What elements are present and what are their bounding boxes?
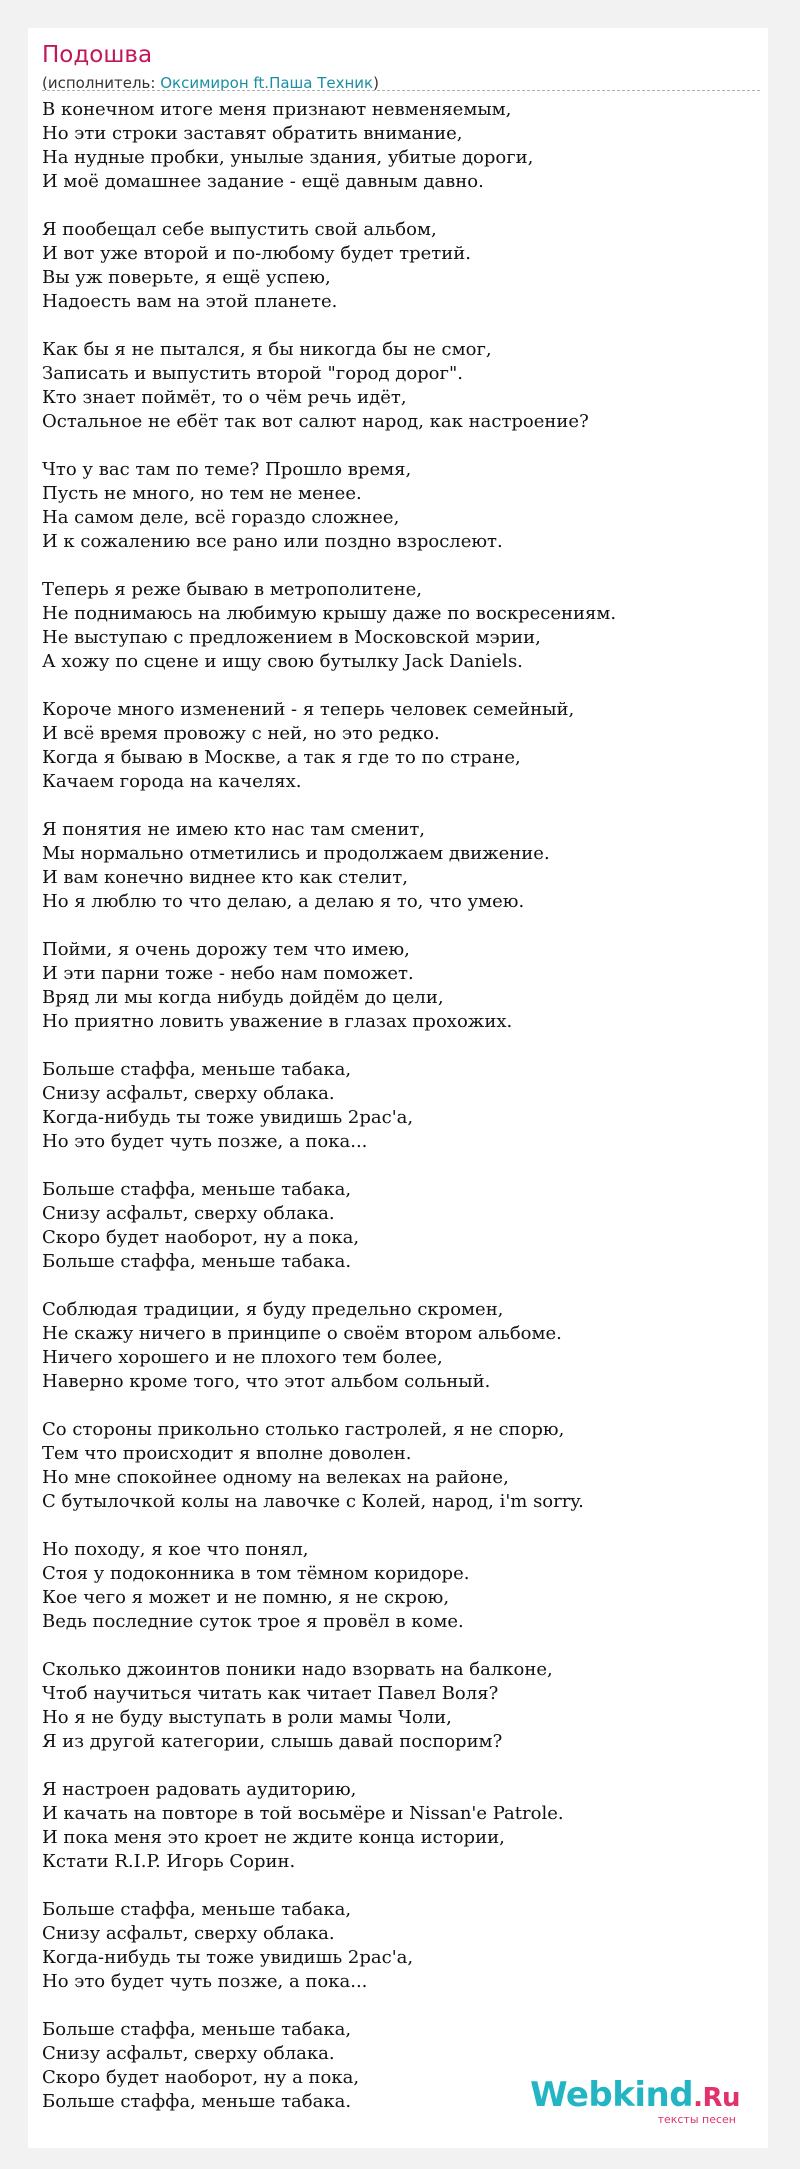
lyrics-line: И качать на повторе в той восьмёре и Nissan'e Patrole. [42, 1803, 564, 1824]
lyrics-line: Больше стаффа, меньше табака. [42, 2091, 352, 2112]
lyrics-line: В конечном итоге меня признают невменяемым, [42, 99, 512, 120]
lyrics-line: Больше стаффа, меньше табака, [42, 1899, 352, 1920]
lyrics-line: Стоя у подоконника в том тёмном коридоре. [42, 1563, 470, 1584]
lyrics-line: Больше стаффа, меньше табака, [42, 1059, 352, 1080]
lyrics-line: А хожу по сцене и ищу свою бутылку Jack Daniels. [42, 651, 523, 672]
lyrics-line: Но походу, я кое что понял, [42, 1539, 309, 1560]
lyrics-line: Ведь последние суток трое я провёл в коме. [42, 1611, 464, 1632]
lyrics-line: Когда-нибудь ты тоже увидишь 2рас'а, [42, 1947, 414, 1968]
lyrics-line: Когда-нибудь ты тоже увидишь 2рас'а, [42, 1107, 414, 1128]
lyrics-line: Мы нормально отметились и продолжаем движение. [42, 843, 550, 864]
lyrics-line: Записать и выпустить второй "город дорог". [42, 363, 463, 384]
lyrics-line: На нудные пробки, унылые здания, убитые дороги, [42, 147, 534, 168]
song-title: Подошва [42, 42, 153, 68]
lyrics-line: Тем что происходит я вполне доволен. [42, 1443, 412, 1464]
lyrics-line: Снизу асфальт, сверху облака. [42, 1083, 335, 1104]
lyrics-line: Наверно кроме того, что этот альбом сольный. [42, 1371, 491, 1392]
lyrics-stanza [42, 578, 762, 674]
lyrics-line: Вы уж поверьте, я ещё успею, [42, 267, 331, 288]
lyrics-line: Снизу асфальт, сверху облака. [42, 1203, 335, 1224]
lyrics-stanza [42, 1778, 762, 1874]
lyrics-line: Не поднимаюсь на любимую крышу даже по воскресениям. [42, 603, 617, 624]
logo-tld: .Ru [693, 2083, 740, 2113]
lyrics-line: Снизу асфальт, сверху облака. [42, 2043, 335, 2064]
lyrics-line: Но приятно ловить уважение в глазах прохожих. [42, 1011, 513, 1032]
lyrics-line: Сколько джоинтов поники надо взорвать на балконе, [42, 1659, 553, 1680]
lyrics-line: И к сожалению все рано или поздно взрослеют. [42, 531, 503, 552]
lyrics-line: Но я не буду выступать в роли мамы Чоли, [42, 1707, 452, 1728]
webkind-logo[interactable] [530, 2077, 740, 2126]
lyrics-line: Надоесть вам на этой планете. [42, 291, 338, 312]
lyrics-stanza [42, 1898, 762, 1994]
lyrics-line: С бутылочкой колы на лавочке с Колей, народ, i'm sorry. [42, 1491, 584, 1512]
performer-suffix: ) [373, 74, 379, 92]
lyrics-line: Больше стаффа, меньше табака. [42, 1251, 352, 1272]
lyrics-line: Я понятия не имею кто нас там сменит, [42, 819, 426, 840]
lyrics-stanza [42, 1418, 762, 1514]
lyrics-line: Больше стаффа, меньше табака, [42, 1179, 352, 1200]
lyrics-line: Я из другой категории, слышь давай поспорим? [42, 1731, 503, 1752]
lyrics-stanza [42, 218, 762, 314]
lyrics-line: Когда я бываю в Москве, а так я где то по стране, [42, 747, 521, 768]
logo-tagline: тексты песен [657, 2113, 736, 2126]
lyrics-stanza [42, 698, 762, 794]
lyrics-line: Остальное не ебёт так вот салют народ, как настроение? [42, 411, 589, 432]
lyrics-line: Чтоб научиться читать как читает Павел Воля? [42, 1683, 499, 1704]
lyrics-line: Что у вас там по теме? Прошло время, [42, 459, 412, 480]
lyrics-stanza [42, 1658, 762, 1754]
lyrics-line: Со стороны прикольно столько гастролей, я не спорю, [42, 1419, 565, 1440]
performer-prefix: (исполнитель: [42, 74, 161, 92]
lyrics-line: Пойми, я очень дорожу тем что имею, [42, 939, 410, 960]
artist-link[interactable]: Оксимирон ft.Паша Техник [160, 74, 374, 92]
lyrics-line: Соблюдая традиции, я буду предельно скромен, [42, 1299, 504, 1320]
logo-wordmark [530, 2077, 740, 2116]
lyrics-line: Как бы я не пытался, я бы никогда бы не смог, [42, 339, 492, 360]
lyrics-line: И эти парни тоже - небо нам поможет. [42, 963, 414, 984]
lyrics-line: Кстати R.I.P. Игорь Сорин. [42, 1851, 296, 1872]
lyrics-line: Качаем города на качелях. [42, 771, 302, 792]
lyrics-line: Я настроен радовать аудиторию, [42, 1779, 357, 1800]
lyrics-stanza [42, 458, 762, 554]
lyrics-line: И вот уже второй и по-любому будет третий. [42, 243, 471, 264]
lyrics-stanza [42, 818, 762, 914]
lyrics-line: Но я люблю то что делаю, а делаю я то, что умею. [42, 891, 525, 912]
lyrics-line: Ничего хорошего и не плохого тем более, [42, 1347, 443, 1368]
lyrics-line: Кто знает поймёт, то о чём речь идёт, [42, 387, 407, 408]
lyrics-body [42, 98, 762, 2138]
lyrics-line: И моё домашнее задание - ещё давным давно. [42, 171, 484, 192]
lyrics-line: Больше стаффа, меньше табака, [42, 2019, 352, 2040]
lyrics-line: Теперь я реже бываю в метрополитене, [42, 579, 423, 600]
lyrics-stanza [42, 1178, 762, 1274]
lyrics-stanza [42, 338, 762, 434]
lyrics-line: Короче много изменений - я теперь человек семейный, [42, 699, 575, 720]
lyrics-line: Но эти строки заставят обратить внимание, [42, 123, 463, 144]
lyrics-line: Скоро будет наоборот, ну а пока, [42, 1227, 360, 1248]
logo-brand: Webkind [530, 2075, 694, 2115]
lyrics-line: Пусть не много, но тем не менее. [42, 483, 362, 504]
lyrics-line: Не выступаю с предложением в Московской мэрии, [42, 627, 541, 648]
lyrics-line: Не скажу ничего в принципе о своём втором альбоме. [42, 1323, 562, 1344]
lyrics-stanza [42, 1538, 762, 1634]
lyrics-line: Но это будет чуть позже, а пока... [42, 1131, 368, 1152]
lyrics-line: На самом деле, всё гораздо сложнее, [42, 507, 400, 528]
lyrics-line: Но мне спокойнее одному на велеках на районе, [42, 1467, 509, 1488]
lyrics-card [28, 28, 768, 2148]
lyrics-line: Снизу асфальт, сверху облака. [42, 1923, 335, 1944]
lyrics-stanza [42, 1298, 762, 1394]
lyrics-stanza [42, 1058, 762, 1154]
lyrics-stanza [42, 938, 762, 1034]
lyrics-stanza [42, 98, 762, 194]
lyrics-line: И всё время провожу с ней, но это редко. [42, 723, 440, 744]
lyrics-line: И пока меня это кроет не ждите конца истории, [42, 1827, 505, 1848]
header-divider [42, 90, 760, 91]
lyrics-line: Я пообещал себе выпустить свой альбом, [42, 219, 437, 240]
lyrics-line: И вам конечно виднее кто как стелит, [42, 867, 408, 888]
lyrics-line: Кое чего я может и не помню, я не скрою, [42, 1587, 450, 1608]
lyrics-line: Но это будет чуть позже, а пока... [42, 1971, 368, 1992]
lyrics-line: Скоро будет наоборот, ну а пока, [42, 2067, 360, 2088]
lyrics-line: Вряд ли мы когда нибудь дойдём до цели, [42, 987, 444, 1008]
